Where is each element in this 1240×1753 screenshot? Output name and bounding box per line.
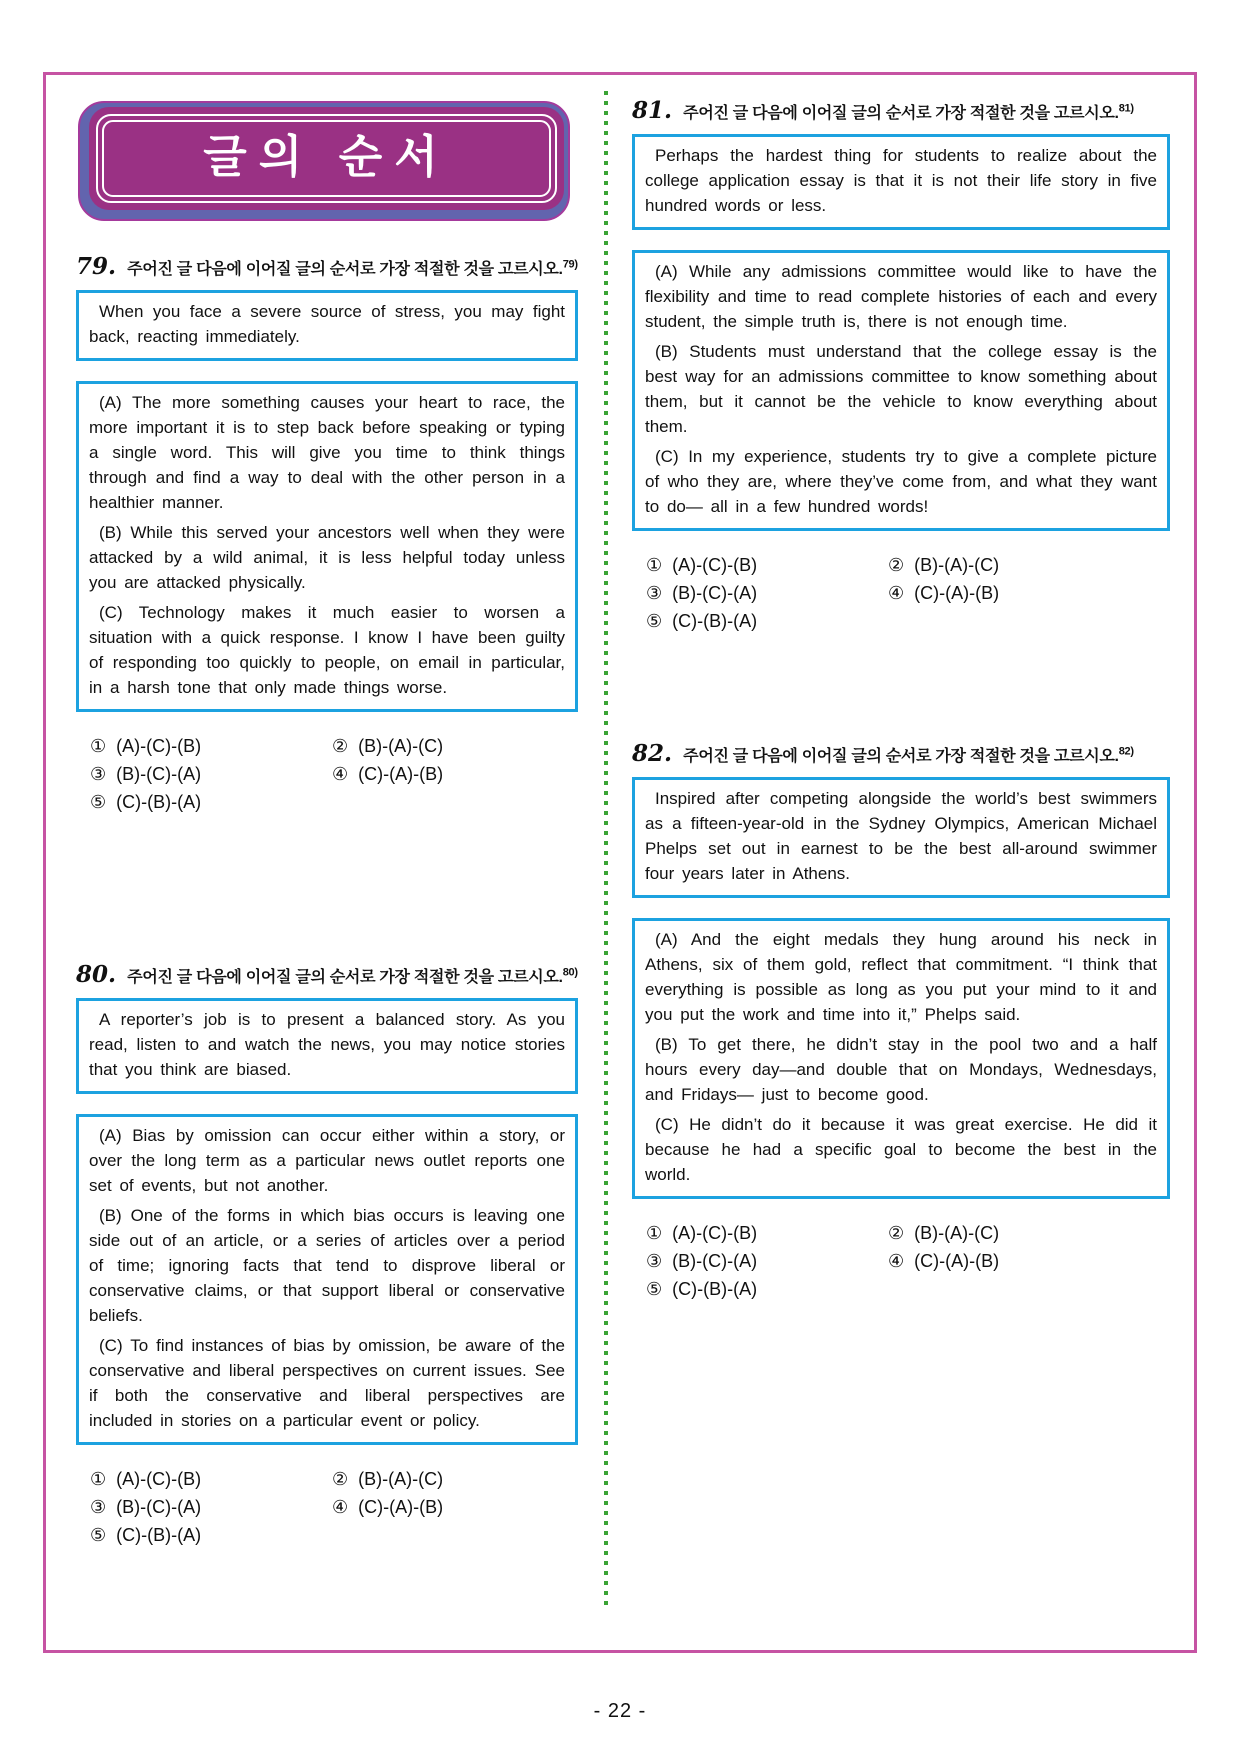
option-label: (C)-(B)-(A) xyxy=(672,611,758,632)
page-number: - 22 - xyxy=(593,1700,647,1722)
option-marker: ② xyxy=(888,1223,905,1244)
paragraph-c xyxy=(645,444,1157,519)
question-header xyxy=(632,95,1170,126)
section-banner-body xyxy=(89,107,564,210)
option-label: (A)-(C)-(B) xyxy=(116,736,202,757)
option-marker: ① xyxy=(90,736,107,757)
question-80 xyxy=(76,959,578,1546)
question-number: 82. xyxy=(632,740,673,768)
paragraph-text: In my experience, students try to give a complete picture of who they are, where they’ve come from, and what they want to do— all in a few hundred words! xyxy=(645,447,1157,517)
option-marker: ⑤ xyxy=(90,1525,107,1546)
question-number: 79. xyxy=(76,253,117,280)
question-prompt: 주어진 글 다음에 이어질 글의 순서로 가장 적절한 것을 고르시오. xyxy=(127,261,563,278)
option-label: (C)-(A)-(B) xyxy=(914,1251,1000,1272)
option-label: (C)-(A)-(B) xyxy=(358,764,444,785)
option-marker: ④ xyxy=(888,1251,905,1272)
option-marker: ④ xyxy=(332,1497,349,1518)
option-5 xyxy=(646,1279,888,1300)
option-marker: ① xyxy=(646,555,663,576)
option-label: (C)-(A)-(B) xyxy=(358,1497,444,1518)
ordering-paragraphs-box xyxy=(76,1114,578,1445)
question-79 xyxy=(76,251,578,813)
option-2 xyxy=(888,555,1170,576)
question-number: 80. xyxy=(76,961,117,989)
paragraph-c xyxy=(89,600,565,700)
option-4 xyxy=(332,1497,578,1518)
option-3 xyxy=(646,583,888,604)
paragraph-c xyxy=(645,1112,1157,1187)
footnote-marker: 79) xyxy=(562,258,578,271)
question-prompt: 주어진 글 다음에 이어질 글의 순서로 가장 적절한 것을 고르시오. xyxy=(127,969,563,987)
paragraph-text: To get there, he didn’t stay in the pool two and a half hours every day—and double that on Mondays, Wednesdays, and Fridays— just to become good. xyxy=(645,1035,1158,1105)
option-marker: ③ xyxy=(646,1251,663,1272)
section-banner xyxy=(78,101,570,221)
given-passage-box xyxy=(632,777,1170,898)
option-3 xyxy=(646,1251,888,1272)
paragraph-b xyxy=(89,1203,565,1328)
paragraph-label: (A) xyxy=(99,393,122,413)
option-5 xyxy=(646,611,888,632)
paragraph-text: He didn’t do it because it was great exercise. He did it because he had a specific goal to become the best in the world. xyxy=(645,1115,1157,1185)
option-5 xyxy=(90,792,332,813)
option-marker: ② xyxy=(332,736,349,757)
paragraph-label: (B) xyxy=(655,1035,678,1055)
paragraph-label: (C) xyxy=(655,447,679,467)
option-marker: ④ xyxy=(332,764,349,785)
right-column xyxy=(632,91,1170,1640)
paragraph-b xyxy=(645,339,1157,439)
given-passage: Perhaps the hardest thing for students to realize about the college application essay is that it is not their life story in five hundred words or less. xyxy=(645,146,1157,216)
paragraph-label: (A) xyxy=(655,930,678,950)
ordering-paragraphs-box xyxy=(76,381,578,712)
option-marker: ② xyxy=(332,1469,349,1490)
paragraph-text: And the eight medals they hung around his neck in Athens, six of them gold, reflect that commitment. “I think that everything is possible as long as you put your mind to it and you put the work and time into it,” Phelps said. xyxy=(645,930,1157,1025)
paragraph-text: While this served your ancestors well when they were attacked by a wild animal, it is less helpful today unless you are attacked physically. xyxy=(89,523,565,593)
option-4 xyxy=(888,1251,1170,1272)
paragraph-label: (B) xyxy=(99,1206,122,1226)
question-prompt: 주어진 글 다음에 이어질 글의 순서로 가장 적절한 것을 고르시오. xyxy=(683,105,1119,122)
ordering-paragraphs-box xyxy=(632,250,1170,531)
question-header xyxy=(632,738,1170,769)
option-1 xyxy=(90,736,332,757)
option-label: (B)-(C)-(A) xyxy=(672,1251,758,1272)
option-2 xyxy=(332,1469,578,1490)
banner-inner-ring xyxy=(102,120,551,197)
given-passage: A reporter’s job is to present a balanced story. As you read, listen to and watch the news, you may notice stories that you think are biased. xyxy=(89,1010,565,1080)
option-marker: ① xyxy=(646,1223,663,1244)
question-header xyxy=(76,251,578,282)
paragraph-c xyxy=(89,1333,565,1433)
section-title: 글의 순서 xyxy=(203,131,450,182)
paragraph-text: While any admissions committee would like to have the flexibility and time to read complete histories of each and every student, the simple truth is, there is not enough time. xyxy=(645,262,1157,332)
option-label: (C)-(B)-(A) xyxy=(116,1525,202,1546)
option-2 xyxy=(888,1223,1170,1244)
left-column xyxy=(76,91,578,1640)
paragraph-label: (B) xyxy=(655,342,678,362)
paragraph-label: (C) xyxy=(655,1115,679,1135)
option-2 xyxy=(332,736,578,757)
option-4 xyxy=(332,764,578,785)
paragraph-text: Technology makes it much easier to worsen a situation with a quick response. I know I have been guilty of responding too quickly to people, on email in particular, in a harsh tone that only made things worse. xyxy=(89,603,565,698)
banner-outer-ring xyxy=(96,114,557,203)
option-marker: ① xyxy=(90,1469,107,1490)
option-label: (C)-(B)-(A) xyxy=(116,792,202,813)
paragraph-text: To find instances of bias by omission, be aware of the conservative and liberal perspectives on current issues. See if both the conservative and liberal perspectives are included in stories on a particular event or policy. xyxy=(89,1336,565,1431)
given-passage-box xyxy=(76,290,578,361)
option-marker: ⑤ xyxy=(646,1279,663,1300)
option-label: (B)-(A)-(C) xyxy=(914,1223,1000,1244)
answer-options xyxy=(632,1223,1170,1300)
answer-options xyxy=(76,1469,578,1546)
option-label: (B)-(C)-(A) xyxy=(672,583,758,604)
paragraph-label: (C) xyxy=(99,603,123,623)
given-passage-box xyxy=(76,998,578,1094)
option-label: (B)-(C)-(A) xyxy=(116,764,202,785)
column-divider xyxy=(604,91,608,1610)
option-1 xyxy=(646,1223,888,1244)
footnote-marker: 81) xyxy=(1118,102,1134,115)
option-label: (A)-(C)-(B) xyxy=(116,1469,202,1490)
paragraph-b xyxy=(89,520,565,595)
paragraph-label: (B) xyxy=(99,523,122,543)
paragraph-a xyxy=(89,1123,565,1198)
option-label: (B)-(C)-(A) xyxy=(116,1497,202,1518)
option-marker: ④ xyxy=(888,583,905,604)
paragraph-text: The more something causes your heart to race, the more important it is to step back before speaking or typing a single word. This will give you time to think things through and find a way to deal with the other person in a healthier manner. xyxy=(89,393,565,513)
option-4 xyxy=(888,583,1170,604)
option-3 xyxy=(90,764,332,785)
option-label: (A)-(C)-(B) xyxy=(672,555,758,576)
option-marker: ⑤ xyxy=(90,792,107,813)
option-label: (B)-(A)-(C) xyxy=(358,736,444,757)
option-1 xyxy=(646,555,888,576)
question-header xyxy=(76,959,578,990)
paragraph-text: Students must understand that the college essay is the best way for an admissions committee to know something about them, but it cannot be the vehicle to know everything about them. xyxy=(645,342,1157,437)
footnote-marker: 82) xyxy=(1118,745,1134,758)
paragraph-text: One of the forms in which bias occurs is leaving one side out of an article, or a series of articles over a period of time; ignoring facts that tend to disprove liberal or conservative claims, or that support liberal or conservative beliefs. xyxy=(89,1206,565,1326)
paragraph-label: (A) xyxy=(655,262,678,282)
option-3 xyxy=(90,1497,332,1518)
option-marker: ② xyxy=(888,555,905,576)
option-label: (B)-(A)-(C) xyxy=(914,555,1000,576)
option-label: (B)-(A)-(C) xyxy=(358,1469,444,1490)
question-81 xyxy=(632,95,1170,632)
paragraph-b xyxy=(645,1032,1157,1107)
paragraph-label: (C) xyxy=(99,1336,123,1356)
option-5 xyxy=(90,1525,332,1546)
ordering-paragraphs-box xyxy=(632,918,1170,1199)
answer-options xyxy=(76,736,578,813)
option-marker: ③ xyxy=(646,583,663,604)
paragraph-a xyxy=(89,390,565,515)
given-passage-box xyxy=(632,134,1170,230)
paragraph-a xyxy=(645,927,1157,1027)
given-passage: Inspired after competing alongside the world’s best swimmers as a fifteen-year-old in the Sydney Olympics, American Michael Phelps set out in earnest to be the best all-around swimmer four years later in Athens. xyxy=(645,789,1157,884)
paragraph-a xyxy=(645,259,1157,334)
option-1 xyxy=(90,1469,332,1490)
question-prompt: 주어진 글 다음에 이어질 글의 순서로 가장 적절한 것을 고르시오. xyxy=(683,748,1119,766)
question-82 xyxy=(632,738,1170,1300)
footnote-marker: 80) xyxy=(562,966,578,979)
paragraph-text: Bias by omission can occur either within a story, or over the long term as a particular news outlet reports one set of events, but not another. xyxy=(89,1126,565,1196)
option-marker: ③ xyxy=(90,764,107,785)
given-passage: When you face a severe source of stress, you may fight back, reacting immediately. xyxy=(89,302,565,347)
option-label: (C)-(A)-(B) xyxy=(914,583,1000,604)
answer-options xyxy=(632,555,1170,632)
question-number: 81. xyxy=(632,97,673,124)
option-label: (A)-(C)-(B) xyxy=(672,1223,758,1244)
option-marker: ⑤ xyxy=(646,611,663,632)
option-label: (C)-(B)-(A) xyxy=(672,1279,758,1300)
option-marker: ③ xyxy=(90,1497,107,1518)
page-border-frame xyxy=(43,72,1197,1653)
paragraph-label: (A) xyxy=(99,1126,122,1146)
